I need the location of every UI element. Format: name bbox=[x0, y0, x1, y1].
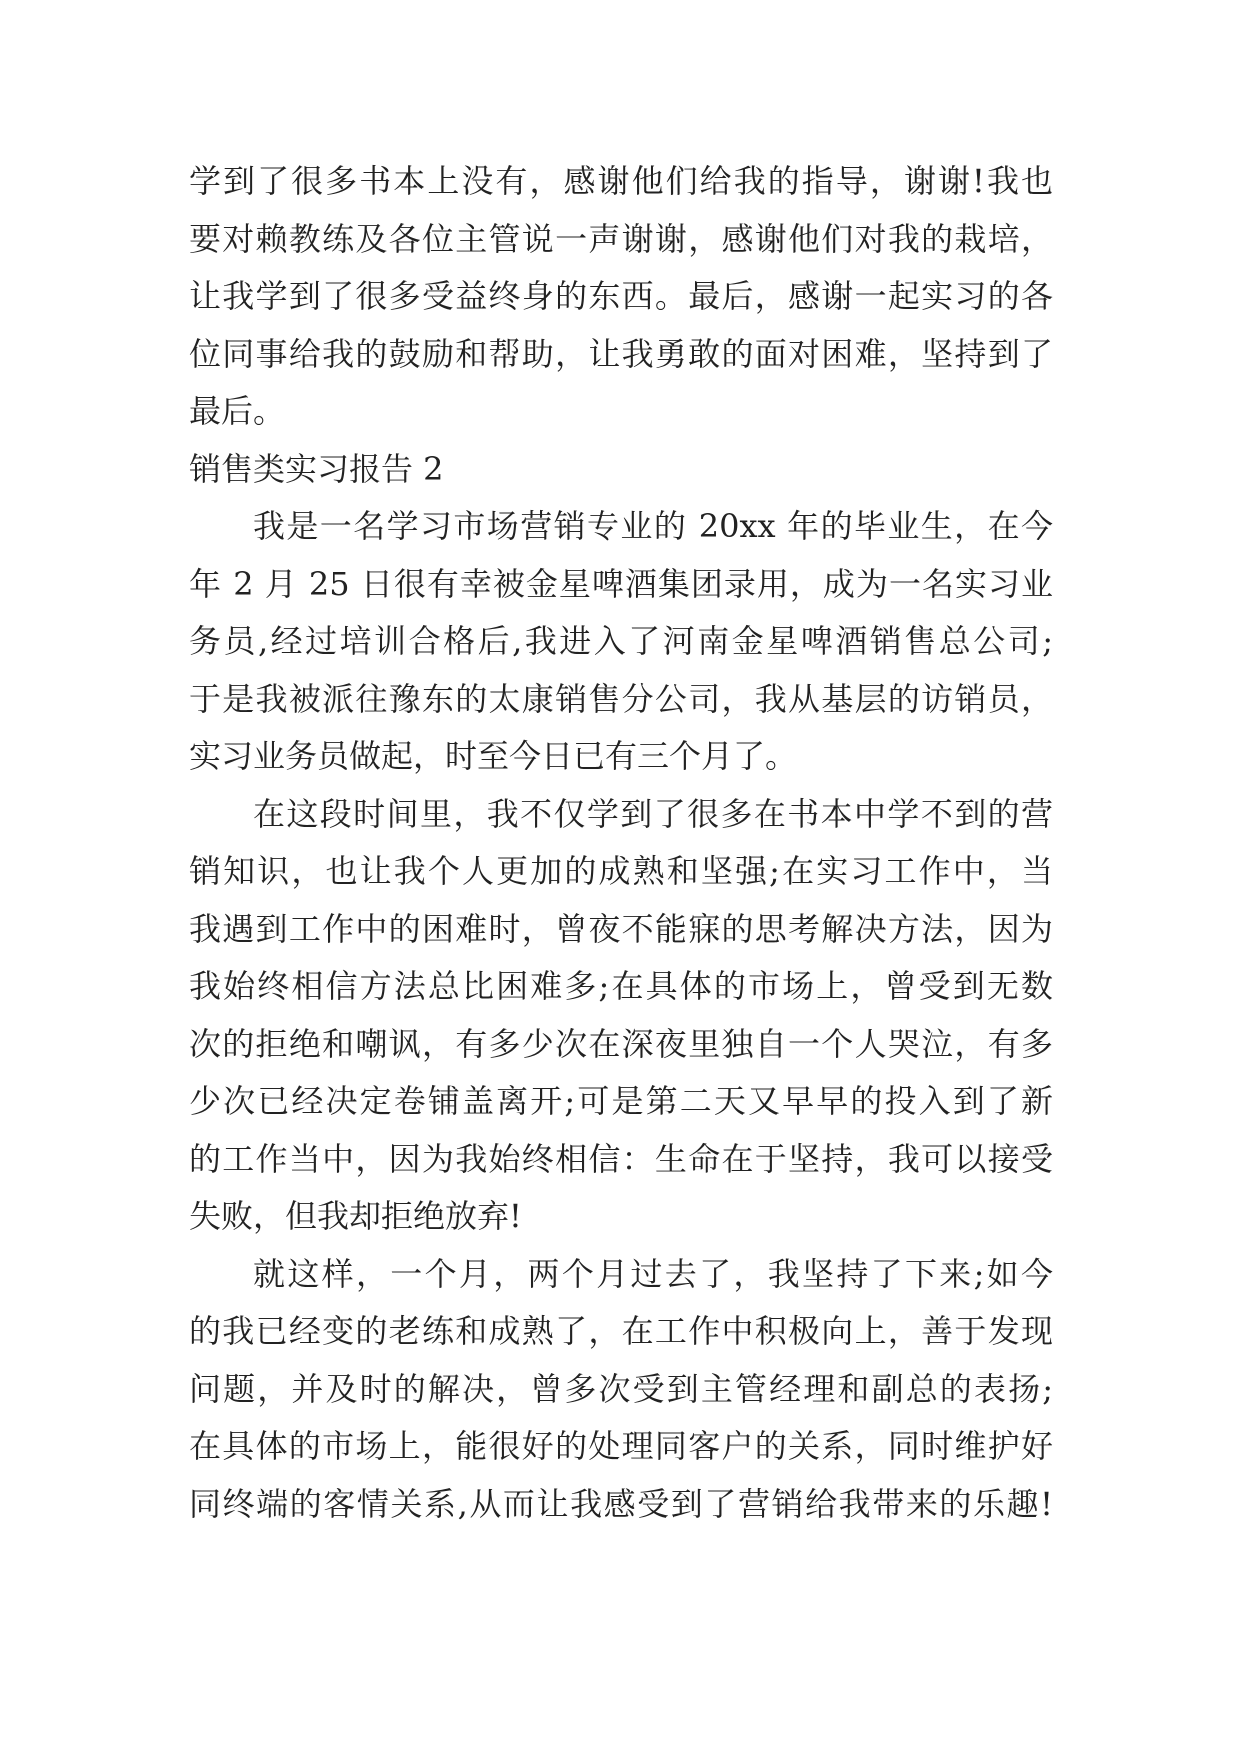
text-line: 就这样，一个月，两个月过去了，我坚持了下来;如今 bbox=[253, 1254, 1053, 1293]
text-line: 的工作当中，因为我始终相信：生命在于坚持，我可以接受 bbox=[189, 1139, 1053, 1178]
continued-paragraph bbox=[189, 153, 1053, 441]
text-line: 位同事给我的鼓励和帮助，让我勇敢的面对困难，坚持到了 bbox=[189, 334, 1053, 373]
text-line: 年 2 月 25 日很有幸被金星啤酒集团录用，成为一名实习业 bbox=[189, 564, 1053, 603]
text-line: 销知识，也让我个人更加的成熟和坚强;在实习工作中，当 bbox=[189, 852, 1053, 890]
text-line: 我遇到工作中的困难时，曾夜不能寐的思考解决方法，因为 bbox=[189, 909, 1053, 948]
text-line: 失败，但我却拒绝放弃! bbox=[189, 1197, 522, 1235]
text-line: 的我已经变的老练和成熟了，在工作中积极向上，善于发现 bbox=[189, 1312, 1053, 1350]
paragraph bbox=[189, 786, 1053, 1246]
paragraph bbox=[189, 1246, 1053, 1534]
text-line: 最后。 bbox=[189, 392, 286, 430]
text-line: 在这段时间里，我不仅学到了很多在书本中学不到的营 bbox=[253, 794, 1053, 833]
text-line: 我始终相信方法总比困难多;在具体的市场上，曾受到无数 bbox=[189, 967, 1053, 1005]
text-line: 我是一名学习市场营销专业的 20xx 年的毕业生，在今 bbox=[253, 507, 1053, 545]
text-line: 学到了很多书本上没有，感谢他们给我的指导，谢谢!我也 bbox=[189, 162, 1053, 200]
text-line: 于是我被派往豫东的太康销售分公司，我从基层的访销员， bbox=[189, 679, 1053, 718]
text-line: 让我学到了很多受益终身的东西。最后，感谢一起实习的各 bbox=[189, 277, 1053, 315]
text-line: 实习业务员做起，时至今日已有三个月了。 bbox=[189, 737, 798, 775]
document-body bbox=[189, 153, 1053, 1533]
paragraph bbox=[189, 498, 1053, 786]
text-line: 要对赖教练及各位主管说一声谢谢，感谢他们对我的栽培， bbox=[189, 219, 1053, 258]
text-line: 在具体的市场上，能很好的处理同客户的关系，同时维护好 bbox=[189, 1427, 1053, 1465]
text-line: 次的拒绝和嘲讽，有多少次在深夜里独自一个人哭泣，有多 bbox=[189, 1024, 1053, 1063]
text-line: 务员,经过培训合格后,我进入了河南金星啤酒销售总公司; bbox=[189, 622, 1053, 660]
text-line: 同终端的客情关系,从而让我感受到了营销给我带来的乐趣! bbox=[189, 1484, 1053, 1523]
text-line: 少次已经决定卷铺盖离开;可是第二天又早早的投入到了新 bbox=[189, 1082, 1053, 1120]
text-line: 问题，并及时的解决，曾多次受到主管经理和副总的表扬; bbox=[189, 1369, 1053, 1408]
section-heading: 销售类实习报告 2 bbox=[189, 449, 444, 488]
